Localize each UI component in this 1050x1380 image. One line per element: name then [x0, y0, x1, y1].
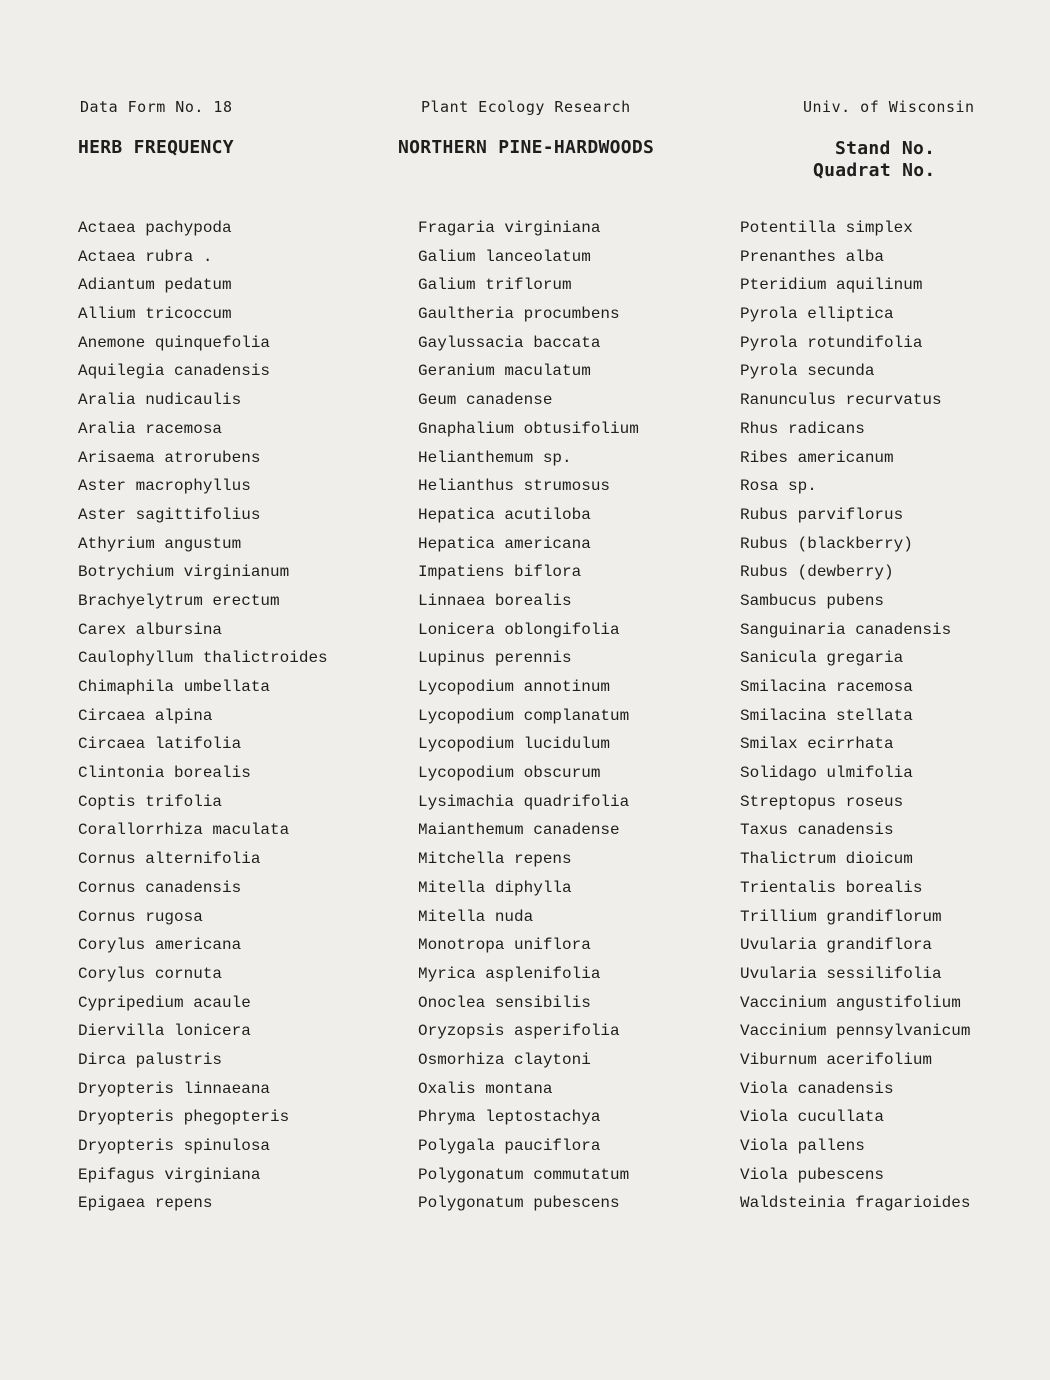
species-item: Streptopus roseus	[740, 792, 904, 811]
species-item: Maianthemum canadense	[418, 821, 620, 840]
species-item: Prenanthes alba	[740, 247, 885, 266]
species-item: Monotropa uniflora	[418, 936, 591, 955]
species-item: Pyrola secunda	[740, 362, 875, 381]
center-title: Plant Ecology Research	[421, 98, 631, 116]
species-item: Aster macrophyllus	[78, 477, 251, 496]
form-number: Data Form No. 18	[80, 98, 233, 116]
species-item: Gaylussacia baccata	[418, 333, 601, 352]
species-item: Chimaphila umbellata	[78, 678, 271, 696]
species-item: Cypripedium acaule	[78, 993, 251, 1012]
species-item: Rubus (dewberry)	[740, 563, 894, 582]
species-item: Smilacina racemosa	[740, 678, 913, 696]
species-item: Mitchella repens	[418, 850, 572, 869]
species-item: Polygala pauciflora	[418, 1137, 601, 1155]
species-item: Mitella diphylla	[418, 878, 572, 897]
species-item: Hepatica americana	[418, 534, 591, 553]
species-item: Ribes americanum	[740, 448, 894, 467]
species-item: Lycopodium obscurum	[418, 764, 601, 783]
species-item: Helianthemum sp.	[418, 448, 572, 467]
species-item: Sanguinaria canadensis	[740, 620, 952, 639]
species-item: Epigaea repens	[78, 1194, 213, 1213]
species-item: Viola pallens	[740, 1137, 865, 1155]
species-item: Onoclea sensibilis	[418, 993, 591, 1012]
species-item: Cornus canadensis	[78, 878, 242, 897]
species-item: Epifagus virginiana	[78, 1165, 261, 1184]
species-item: Mitella nuda	[418, 907, 534, 926]
species-item: Allium tricoccum	[78, 305, 232, 324]
species-item: Pyrola rotundifolia	[740, 333, 923, 352]
species-item: Dirca palustris	[78, 1050, 223, 1069]
species-item: Arisaema atrorubens	[78, 448, 261, 467]
species-item: Caulophyllum thalictroides	[78, 649, 328, 668]
forest-type: NORTHERN PINE-HARDWOODS	[398, 137, 655, 158]
species-item: Myrica asplenifolia	[418, 964, 601, 983]
species-item: Lonicera oblongifolia	[418, 620, 620, 639]
species-item: Rubus parviflorus	[740, 505, 904, 524]
species-item: Waldsteinia fragarioides	[740, 1194, 971, 1213]
species-item: Pteridium aquilinum	[740, 276, 923, 295]
species-item: Corallorrhiza maculata	[78, 821, 290, 840]
species-item: Rubus (blackberry)	[740, 534, 913, 553]
species-item: Thalictrum dioicum	[740, 850, 913, 869]
species-item: Lycopodium complanatum	[418, 706, 630, 725]
species-item: Cornus rugosa	[78, 907, 203, 926]
species-item: Gaultheria procumbens	[418, 305, 620, 324]
species-item: Aquilegia canadensis	[78, 362, 271, 381]
species-item: Aralia nudicaulis	[78, 391, 242, 410]
species-item: Vaccinium pennsylvanicum	[740, 1022, 971, 1041]
species-item: Sanicula gregaria	[740, 649, 904, 668]
species-column-2	[418, 214, 639, 1218]
species-item: Circaea latifolia	[78, 735, 242, 754]
species-item: Actaea rubra .	[78, 247, 213, 266]
species-item: Helianthus strumosus	[418, 477, 611, 496]
species-item: Athyrium angustum	[78, 534, 242, 553]
species-item: Carex albursina	[78, 620, 223, 639]
species-item: Corylus americana	[78, 936, 242, 955]
species-item: Uvularia grandiflora	[740, 936, 933, 955]
species-column-1	[78, 214, 328, 1218]
species-item: Impatiens biflora	[418, 563, 582, 582]
species-item: Gnaphalium obtusifolium	[418, 419, 639, 438]
species-item: Oxalis montana	[418, 1079, 553, 1098]
species-item: Uvularia sessilifolia	[740, 964, 942, 983]
form-title: HERB FREQUENCY	[78, 137, 234, 158]
species-column-3	[740, 214, 970, 1218]
species-item: Corylus cornuta	[78, 964, 223, 983]
species-item: Lycopodium lucidulum	[418, 735, 611, 754]
species-item: Dryopteris phegopteris	[78, 1108, 290, 1127]
species-item: Diervilla lonicera	[78, 1022, 251, 1041]
species-item: Geum canadense	[418, 391, 553, 410]
species-item: Taxus canadensis	[740, 821, 894, 840]
species-item: Viburnum acerifolium	[740, 1050, 933, 1069]
species-item: Lycopodium annotinum	[418, 678, 611, 696]
species-item: Geranium maculatum	[418, 362, 591, 381]
species-item: Osmorhiza claytoni	[418, 1050, 591, 1069]
species-item: Cornus alternifolia	[78, 850, 261, 869]
species-item: Pyrola elliptica	[740, 305, 894, 324]
species-item: Potentilla simplex	[740, 219, 913, 237]
species-item: Hepatica acutiloba	[418, 505, 591, 524]
species-item: Viola canadensis	[740, 1079, 894, 1098]
species-item: Botrychium virginianum	[78, 563, 290, 582]
species-item: Adiantum pedatum	[78, 276, 232, 295]
species-item: Polygonatum commutatum	[418, 1165, 630, 1184]
species-item: Coptis trifolia	[78, 792, 223, 811]
species-item: Brachyelytrum erectum	[78, 591, 280, 610]
species-item: Trientalis borealis	[740, 878, 923, 897]
species-item: Vaccinium angustifolium	[740, 993, 961, 1012]
species-item: Anemone quinquefolia	[78, 333, 271, 352]
species-item: Circaea alpina	[78, 706, 213, 725]
species-item: Sambucus pubens	[740, 591, 885, 610]
species-item: Lupinus perennis	[418, 649, 572, 668]
species-item: Viola cucullata	[740, 1108, 885, 1127]
species-item: Phryma leptostachya	[418, 1108, 601, 1127]
species-item: Aster sagittifolius	[78, 505, 261, 524]
quadrat-label: Quadrat No.	[813, 160, 936, 181]
species-item: Galium triflorum	[418, 276, 572, 295]
species-item: Ranunculus recurvatus	[740, 391, 942, 410]
species-item: Viola pubescens	[740, 1165, 885, 1184]
species-item: Linnaea borealis	[418, 591, 572, 610]
species-item: Actaea pachypoda	[78, 219, 232, 237]
species-item: Lysimachia quadrifolia	[418, 792, 630, 811]
species-item: Dryopteris spinulosa	[78, 1137, 271, 1155]
species-item: Clintonia borealis	[78, 764, 251, 783]
species-item: Polygonatum pubescens	[418, 1194, 620, 1213]
species-item: Trillium grandiflorum	[740, 907, 942, 926]
species-item: Oryzopsis asperifolia	[418, 1022, 620, 1041]
species-item: Rhus radicans	[740, 419, 865, 438]
species-item: Solidago ulmifolia	[740, 764, 913, 783]
institution: Univ. of Wisconsin	[803, 98, 975, 116]
stand-label: Stand No.	[835, 138, 936, 159]
species-item: Dryopteris linnaeana	[78, 1079, 271, 1098]
species-item: Smilacina stellata	[740, 706, 913, 725]
species-item: Rosa sp.	[740, 477, 817, 496]
species-item: Smilax ecirrhata	[740, 735, 894, 754]
species-item: Galium lanceolatum	[418, 247, 591, 266]
species-item: Fragaria virginiana	[418, 219, 601, 237]
species-item: Aralia racemosa	[78, 419, 223, 438]
